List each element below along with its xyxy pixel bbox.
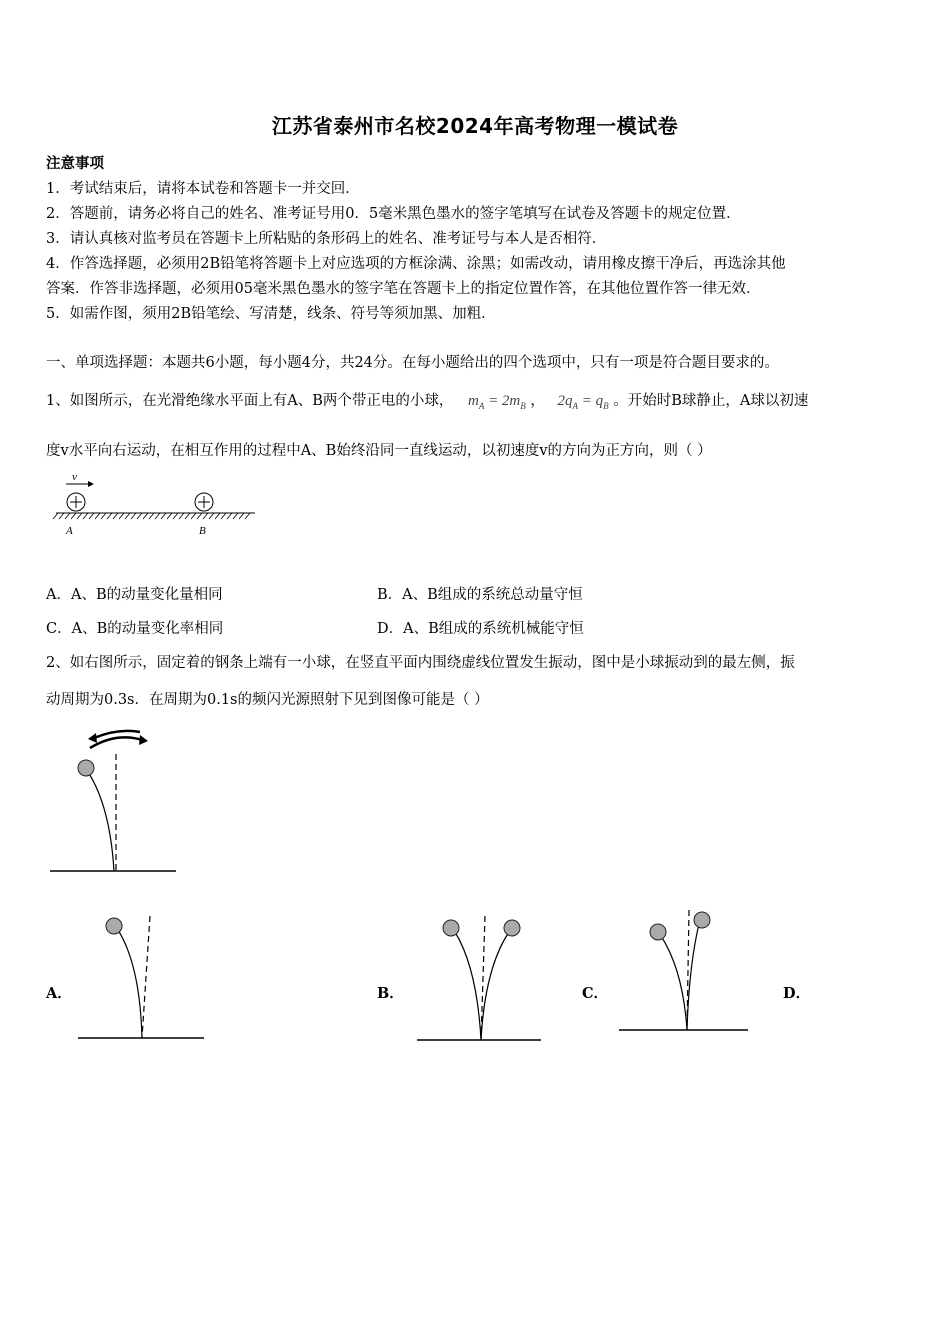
- question-1-text-cont: 度v水平向右运动，在相互作用的过程中A、B始终沿同一直线运动，以初速度v的方向为正方向，则（ ）: [46, 443, 712, 459]
- section-heading: 一、单项选择题：本题共6小题，每小题4分，共24分。在每小题给出的四个选项中，只有一项是符合题目要求的。: [46, 355, 779, 371]
- q2-option-a-label: A．: [46, 985, 72, 1002]
- notice-heading: 注意事项: [46, 155, 104, 172]
- label-b: B: [199, 525, 206, 537]
- ground-surface: [53, 513, 255, 519]
- q2-option-b-label: B．: [377, 985, 404, 1002]
- label-a: A: [66, 525, 73, 537]
- ball: [504, 920, 520, 936]
- q1-text-a: 1、如图所示，在光滑绝缘水平面上有A、B两个带正电的小球，: [46, 393, 454, 409]
- notice-item: 5．如需作图，须用2B铅笔绘、写清楚，线条、符号等须加黑、加粗．: [46, 306, 496, 322]
- q2-main-figure: [48, 726, 178, 876]
- q1-option-a: A．A、B的动量变化量相同: [46, 587, 223, 603]
- ball-a: [67, 493, 85, 511]
- ball: [78, 760, 94, 776]
- notice-item: 4．作答选择题，必须用2B铅笔将答题卡上对应选项的方框涂满、涂黑；如需改动，请用橡皮擦干净后，再选涂其他: [46, 256, 786, 272]
- ball: [443, 920, 459, 936]
- ball: [650, 924, 666, 940]
- question-1-text: [46, 389, 808, 411]
- notice-item: 3．请认真核对监考员在答题卡上所粘贴的条形码上的姓名、准考证号与本人是否相符．: [46, 231, 607, 247]
- oscillation-arrows: [88, 731, 148, 748]
- ball: [694, 912, 710, 928]
- q2-option-d-label: D．: [783, 985, 811, 1002]
- notice-item: 1．考试结束后，请将本试卷和答题卡一并交回．: [46, 181, 360, 197]
- notice-item: 2．答题前，请务必将自己的姓名、准考证号用0．5毫米黑色墨水的签字笔填写在试卷及答题卡的规定位置．: [46, 206, 741, 222]
- question-2-text: 2、如右图所示，固定着的钢条上端有一小球，在竖直平面内围绕虚线位置发生振动，图中是小球振动到的最左侧，振: [46, 655, 795, 671]
- steel-rod: [88, 772, 114, 871]
- ball: [106, 918, 122, 934]
- q1-text-b: 。开始时B球静止，A球以初速: [613, 393, 809, 409]
- question-2-text-cont: 动周期为0.3s．在周期为0.1s的频闪光源照射下见到图像可能是（ ）: [46, 692, 489, 708]
- page-title: 江苏省泰州市名校2024年高考物理一模试卷: [271, 114, 679, 138]
- velocity-arrow: [66, 481, 94, 487]
- q2-option-b-figure: [415, 910, 545, 1042]
- formula-mass: $m_A = 2m_B$: [467, 393, 526, 411]
- q1-option-d: D．A、B组成的系统机械能守恒: [377, 621, 584, 637]
- q1-option-c: C．A、B的动量变化率相同: [46, 621, 224, 637]
- q1-figure: [50, 468, 260, 543]
- formula-charge: $2q_A = q_B$: [557, 393, 609, 411]
- q1-sep: ，: [530, 393, 545, 409]
- velocity-label: v: [72, 471, 77, 483]
- q2-option-a-figure: [78, 910, 208, 1042]
- notice-item: 答案．作答非选择题，必须用05毫米黑色墨水的签字笔在答题卡上的指定位置作答，在其他位置作答一律无效．: [46, 281, 761, 297]
- ball-b: [195, 493, 213, 511]
- q2-option-c-figure: [617, 906, 752, 1036]
- q2-option-c-label: C．: [582, 985, 609, 1002]
- q1-option-b: B．A、B组成的系统总动量守恒: [377, 587, 583, 603]
